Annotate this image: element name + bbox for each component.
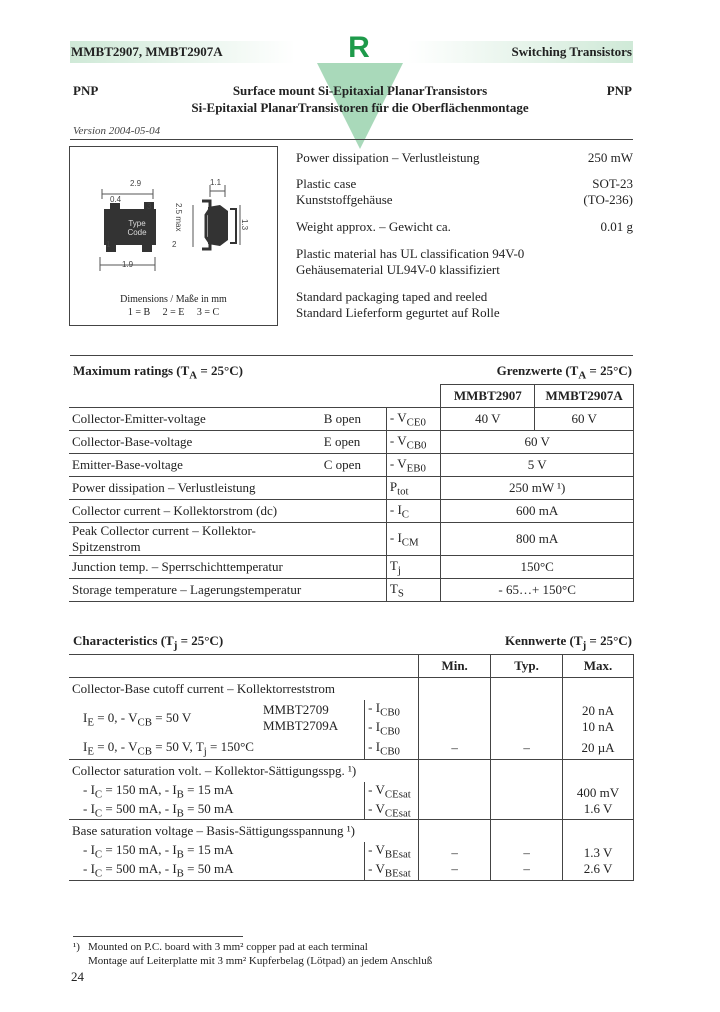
rating-symbol: - $I_C$ (386, 500, 440, 523)
max-ratings-table (69, 384, 634, 602)
cbo2-min: – (419, 737, 491, 760)
max-ratings-title-de: Grenzwerte $(T_A = 25^\circ C)$ (496, 363, 632, 382)
rating-condition (321, 556, 387, 579)
manufacturer-logo: R (348, 31, 370, 64)
rating-symbol: - $V_{CE0}$ (386, 408, 440, 431)
spec-weight: Weight approx. – Gewicht ca. 0.01 g (296, 219, 633, 234)
dim-1-1: 1.1 (210, 178, 222, 187)
dim-2-9: 2.9 (130, 179, 142, 188)
cbo2-symbol: - $I_{CB0}$ (365, 737, 419, 760)
csat-max: 400 mV 1.6 V (563, 782, 634, 820)
cbo2-max: 20 µA (563, 737, 634, 760)
cbo-part-1: MMBT2709 (263, 702, 329, 717)
rating-value: 600 mA (441, 500, 634, 523)
bsat-title: Base saturation voltage – Basis-Sättigungsspannung ¹) (72, 823, 355, 839)
col-mmbt2907: MMBT2907 (441, 385, 535, 408)
rating-symbol: - $I_{CM}$ (386, 523, 440, 556)
footnote-line-1: Mounted on P.C. board with 3 mm² copper pad at each terminal (88, 941, 368, 953)
pin-assignment: 1 = B 2 = E 3 = C (127, 307, 220, 318)
rating-condition (321, 579, 387, 602)
rating-value: 800 mA (441, 523, 634, 556)
rating-condition (321, 500, 387, 523)
cbo-title: Collector-Base cutoff current – Kollektorreststrom (72, 681, 336, 696)
max-rating-row (69, 500, 634, 523)
characteristics-table (69, 654, 634, 881)
type-right: PNP (606, 83, 632, 98)
rating-label: Collector current – Kollektorstrom (dc) (72, 503, 278, 518)
rating-value: 60 V (441, 431, 634, 454)
max-rating-row (69, 477, 634, 500)
type-code-label: Type Code (127, 219, 147, 237)
rating-value: 150°C (441, 556, 634, 579)
cbo2-condition: $I_E = 0$, - $V_{CB} = 50$ V, $T_j = 150^\circ C$ (83, 738, 254, 758)
bsat-typ: – – (491, 842, 563, 880)
title-english: Surface mount Si-Epitaxial PlanarTransistors (232, 83, 488, 98)
rating-value-2907: 40 V (441, 408, 535, 431)
dimensions-caption: Dimensions / Maße in mm (120, 294, 227, 305)
rating-label: Collector-Emitter-voltage (72, 411, 206, 426)
rating-value: 250 mW ¹) (441, 477, 634, 500)
rating-label: Collector-Base-voltage (72, 434, 193, 449)
rating-condition: E open (323, 434, 361, 449)
rating-label: Power dissipation – Verlustleistung (72, 480, 256, 495)
col-mmbt2907a: MMBT2907A (535, 385, 634, 408)
title-german: Si-Epitaxial PlanarTransistoren für die Oberflächenmontage (191, 100, 529, 115)
max-ratings-title: Maximum ratings $(T_A = 25^\circ C)$ (73, 363, 243, 382)
col-typ: Typ. (491, 655, 563, 678)
csat-conditions: - $I_C = 150$ mA, - $I_B = 15$ mA - $I_C = 500$ mA, - $I_B = 50$ mA (83, 782, 234, 820)
max-rating-row (69, 408, 634, 431)
rating-value: - 65…+ 150°C (441, 579, 634, 602)
rating-value-2907a: 60 V (535, 408, 634, 431)
type-left: PNP (73, 83, 99, 98)
bsat-min: – – (419, 842, 491, 880)
pin-1-label: 1 (106, 240, 111, 249)
rating-label: Emitter-Base-voltage (72, 457, 183, 472)
footnote-rule (73, 936, 243, 937)
spec-power: Power dissipation – Verlustleistung 250 mW (296, 150, 633, 165)
spec-ul: Plastic material has UL classification 94V-0 Gehäusematerial UL94V-0 klassifiziert (296, 246, 525, 277)
bsat-max: 1.3 V 2.6 V (563, 842, 634, 880)
version: Version 2004-05-04 (73, 125, 161, 137)
page-number: 24 (71, 969, 84, 984)
rating-symbol: - $V_{CB0}$ (386, 431, 440, 454)
cbo-condition: $I_E = 0$, - $V_{CB} = 50$ V (83, 710, 192, 729)
footnote-line-2: Montage auf Leiterplatte mit 3 mm² Kupferbelag (Lötpad) an jedem Anschluß (88, 955, 433, 967)
dim-1-3: 1.3 (240, 219, 249, 231)
characteristics-title-de: Kennwerte $(T_j = 25^\circ C)$ (504, 633, 632, 652)
csat-title: Collector saturation volt. – Kollektor-Sättigungsspg. ¹) (72, 763, 357, 779)
rating-condition (321, 477, 387, 500)
cbo-symbol: - $I_{CB0}$ - $I_{CB0}$ (365, 700, 419, 737)
max-rating-row (69, 454, 634, 477)
rating-label: Peak Collector current – Kollektor-Spitzenstrom (72, 523, 256, 554)
max-rating-row (69, 431, 634, 454)
spec-packaging: Standard packaging taped and reeled Standard Lieferform gegurtet auf Rolle (296, 289, 500, 320)
bsat-conditions: - $I_C = 150$ mA, - $I_B = 15$ mA - $I_C = 500$ mA, - $I_B = 50$ mA (83, 842, 234, 880)
pin-3-label: 3 (147, 202, 152, 211)
rating-value: 5 V (441, 454, 634, 477)
rating-condition: B open (323, 411, 361, 426)
rating-condition: C open (323, 457, 361, 472)
dim-2-5-max: 2.5 max (174, 203, 183, 232)
cbo-part-2: MMBT2709A (263, 718, 339, 733)
max-rating-row (69, 556, 634, 579)
rating-symbol: $P_{tot}$ (386, 477, 440, 500)
header-category: Switching Transistors (511, 44, 632, 59)
package-drawing-box (69, 146, 278, 326)
header-part-numbers: MMBT2907, MMBT2907A (71, 44, 223, 59)
col-max: Max. (563, 655, 634, 678)
cbo2-typ: – (491, 737, 563, 760)
divider (70, 355, 633, 356)
divider (70, 139, 633, 140)
rating-symbol: $T_j$ (386, 556, 440, 579)
col-min: Min. (419, 655, 491, 678)
max-rating-row (69, 579, 634, 602)
cbo-row (69, 700, 365, 737)
dim-1-9: 1.9 (122, 260, 134, 269)
characteristics-title: Characteristics $(T_j = 25^\circ C)$ (73, 633, 224, 652)
rating-symbol: $T_S$ (386, 579, 440, 602)
footnote-mark: ¹) (73, 941, 80, 953)
rating-label: Junction temp. – Sperrschichttemperatur (72, 559, 283, 574)
rating-symbol: - $V_{EB0}$ (386, 454, 440, 477)
pin-2-label: 2 (172, 240, 177, 249)
rating-label: Storage temperature – Lagerungstemperatur (72, 582, 302, 597)
spec-case: Plastic case Kunststoffgehäuse SOT-23 (TO-236) (296, 176, 633, 207)
max-rating-row (69, 523, 634, 556)
rating-condition (321, 523, 387, 556)
csat-symbol: - $V_{CEsat}$ - $V_{CEsat}$ (365, 782, 419, 820)
dim-0-4: 0.4 (110, 195, 122, 204)
cbo-max: 20 nA 10 nA (563, 700, 634, 737)
bsat-symbol: - $V_{BEsat}$ - $V_{BEsat}$ (365, 842, 419, 880)
